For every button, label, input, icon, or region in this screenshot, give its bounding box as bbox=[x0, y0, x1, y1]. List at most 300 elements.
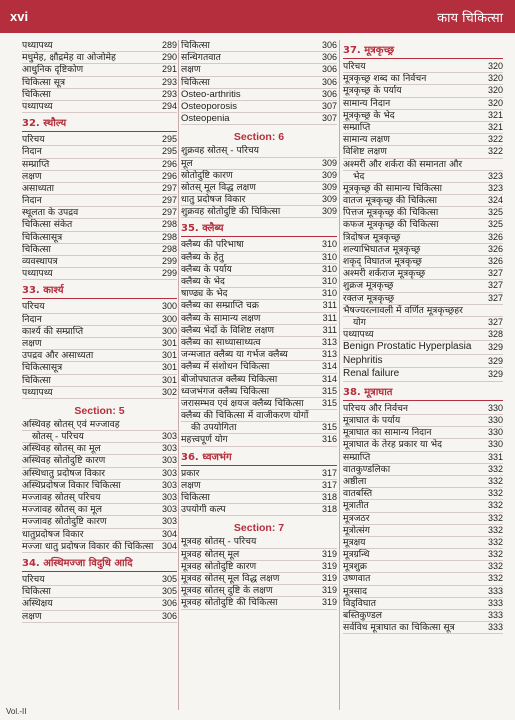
toc-entry[interactable] bbox=[181, 52, 337, 64]
toc-entry[interactable] bbox=[343, 439, 503, 451]
toc-entry[interactable] bbox=[343, 110, 503, 122]
toc-entry[interactable] bbox=[343, 427, 503, 439]
entry-title: मज्जावह स्रोतस् परिचय bbox=[22, 492, 101, 503]
entry-title: शुक्रवह स्रोतोदुष्टि की चिकित्सा bbox=[181, 206, 281, 218]
toc-entry[interactable] bbox=[22, 516, 177, 528]
entry-page-number: 311 bbox=[322, 324, 337, 335]
entry-page-number: 330 bbox=[487, 427, 503, 438]
entry-page-number: 306 bbox=[161, 598, 177, 609]
toc-entry[interactable] bbox=[343, 525, 503, 537]
entry-title: स्थूलता के उपद्रव bbox=[22, 207, 79, 219]
toc-entry[interactable] bbox=[343, 586, 503, 598]
entry-page-number: 310 bbox=[321, 263, 337, 274]
entry-page-number: 333 bbox=[487, 610, 503, 620]
toc-entry[interactable] bbox=[343, 341, 503, 355]
entry-page-number: 291 bbox=[161, 64, 177, 75]
entry-title: मूत्रकृच्छ्र के पर्याय bbox=[343, 85, 402, 97]
entry-title: अस्थिवह स्रोतोदुष्टि कारण bbox=[22, 455, 106, 467]
entry-title: रक्तज मूत्रकृच्छ्र bbox=[343, 292, 395, 304]
toc-entry[interactable] bbox=[22, 134, 177, 146]
toc-entry[interactable] bbox=[181, 480, 337, 492]
toc-entry[interactable] bbox=[181, 194, 337, 206]
toc-entry[interactable] bbox=[343, 305, 503, 317]
toc-entry[interactable] bbox=[181, 158, 337, 170]
entry-title: मूत्रवह स्रोतोदुष्टि की चिकित्सा bbox=[181, 597, 278, 609]
entry-page-number: 324 bbox=[487, 195, 503, 206]
entry-page-number: 294 bbox=[161, 100, 177, 111]
toc-entry[interactable] bbox=[22, 480, 177, 492]
entry-page-number: 319 bbox=[321, 572, 337, 583]
entry-page-number: 309 bbox=[321, 157, 337, 168]
toc-entry[interactable] bbox=[343, 219, 503, 231]
toc-entry[interactable] bbox=[181, 101, 337, 113]
toc-entry[interactable] bbox=[22, 183, 177, 195]
entry-page-number: 289 bbox=[161, 40, 177, 50]
toc-entry[interactable] bbox=[181, 113, 337, 125]
toc-entry[interactable] bbox=[343, 476, 503, 488]
entry-page-number: 303 bbox=[161, 479, 177, 490]
chapter-heading: 33. कार्श्य bbox=[22, 284, 177, 299]
toc-entry[interactable] bbox=[22, 375, 177, 387]
entry-title: क्लैब्य का साध्यासाध्यत्व bbox=[181, 336, 261, 348]
entry-title: चिकित्सा bbox=[22, 586, 51, 598]
toc-entry[interactable] bbox=[343, 573, 503, 585]
toc-entry[interactable] bbox=[343, 488, 503, 500]
entry-title: वातबस्ति bbox=[343, 488, 373, 500]
toc-entry[interactable] bbox=[22, 455, 177, 467]
entry-title: मूत्रशुक्र bbox=[343, 561, 367, 573]
toc-entry[interactable] bbox=[22, 101, 177, 113]
entry-page-number: 301 bbox=[161, 350, 177, 361]
entry-page-number: 310 bbox=[321, 239, 337, 250]
entry-title: मूत्रवह स्रोतस् - परिचय bbox=[181, 536, 257, 548]
entry-title: क्लैब्य के भेद bbox=[181, 276, 225, 287]
entry-title: सामान्य लक्षण bbox=[343, 134, 390, 146]
entry-page-number: 309 bbox=[321, 194, 337, 205]
toc-entry[interactable] bbox=[343, 561, 503, 573]
entry-title: स्रोतस् - परिचय bbox=[32, 431, 84, 443]
toc-entry[interactable] bbox=[181, 89, 337, 101]
entry-page-number: 306 bbox=[321, 88, 337, 99]
toc-entry[interactable] bbox=[22, 207, 177, 219]
toc-entry[interactable] bbox=[22, 468, 177, 480]
entry-title: चिकित्सा bbox=[22, 88, 51, 100]
toc-entry[interactable] bbox=[343, 537, 503, 549]
toc-entry[interactable] bbox=[343, 268, 503, 280]
toc-entry[interactable] bbox=[343, 403, 503, 415]
entry-title: प्रकार bbox=[181, 467, 200, 479]
toc-entry[interactable] bbox=[343, 598, 503, 610]
toc-entry[interactable] bbox=[22, 541, 177, 553]
toc-entry[interactable] bbox=[22, 314, 177, 326]
entry-page-number: 303 bbox=[161, 443, 177, 454]
entry-title: मूल bbox=[181, 157, 193, 169]
volume-label: Vol.-II bbox=[6, 707, 27, 716]
toc-entry[interactable] bbox=[22, 431, 177, 443]
entry-title: व्यवस्थापत्र bbox=[22, 256, 58, 267]
entry-title: अश्मरी शर्कराज मूत्रकृच्छ्र bbox=[343, 268, 426, 280]
entry-title: उष्णवात bbox=[343, 573, 371, 585]
entry-page-number: 331 bbox=[487, 451, 503, 462]
toc-entry[interactable] bbox=[181, 40, 337, 52]
entry-title: अस्थिधातु प्रदोषज विकार bbox=[22, 467, 106, 479]
toc-entry[interactable] bbox=[181, 492, 337, 504]
toc-entry[interactable] bbox=[22, 492, 177, 504]
entry-title: क्लैब्य भेदों के विशिष्ट लक्षण bbox=[181, 324, 275, 336]
toc-entry[interactable] bbox=[22, 159, 177, 171]
toc-entry[interactable] bbox=[343, 464, 503, 476]
entry-page-number: 325 bbox=[487, 219, 503, 230]
toc-entry[interactable] bbox=[343, 232, 503, 244]
entry-title: मूत्रग्रन्थि bbox=[343, 549, 370, 561]
entry-page-number: 305 bbox=[161, 573, 177, 584]
toc-entry[interactable] bbox=[343, 355, 503, 369]
entry-title: मज्जा धातु प्रदोषज विकार की चिकित्सा bbox=[22, 540, 154, 552]
entry-page-number: 295 bbox=[161, 146, 177, 157]
entry-title: परिचय bbox=[22, 301, 45, 313]
toc-entry[interactable] bbox=[22, 244, 177, 256]
toc-entry[interactable] bbox=[181, 77, 337, 89]
toc-entry[interactable] bbox=[22, 529, 177, 541]
entry-title: जन्मजात क्लैब्य या गर्भज क्लैब्य bbox=[181, 349, 288, 361]
toc-entry[interactable] bbox=[343, 513, 503, 525]
entry-title: चिकित्सा bbox=[181, 40, 210, 51]
entry-title: निदान bbox=[22, 195, 42, 207]
toc-entry[interactable] bbox=[343, 122, 503, 134]
entry-title: मूत्राघात के पर्याय bbox=[343, 415, 401, 426]
entry-title: क्लैब्य में संशोधन चिकित्सा bbox=[181, 361, 270, 373]
toc-entry[interactable] bbox=[22, 195, 177, 207]
entry-page-number: 296 bbox=[161, 158, 177, 169]
entry-page-number: 319 bbox=[321, 560, 337, 571]
entry-page-number: 299 bbox=[161, 256, 177, 266]
entry-title: अस्थिवह स्रोतस् एवं मज्जावह bbox=[22, 418, 120, 430]
entry-page-number: 323 bbox=[487, 170, 503, 181]
entry-page-number: 310 bbox=[321, 251, 337, 262]
toc-entry[interactable] bbox=[181, 386, 337, 398]
entry-title: क्लैब्य की परिभाषा bbox=[181, 239, 244, 251]
entry-title: चिकित्सा संकेत bbox=[22, 219, 73, 231]
entry-title: Renal failure bbox=[343, 368, 400, 380]
entry-title: मधुमेह, क्षौद्रमेह वा ओजोमेह bbox=[22, 52, 116, 64]
entry-page-number: 319 bbox=[321, 548, 337, 559]
entry-page-number: 320 bbox=[487, 61, 503, 71]
entry-title: शल्याभिघातज मूत्रकृच्छ्र bbox=[343, 243, 421, 255]
entry-page-number: 303 bbox=[161, 455, 177, 466]
toc-entry[interactable] bbox=[343, 280, 503, 292]
toc-entry[interactable] bbox=[181, 398, 337, 410]
entry-title: मूत्रकृच्छ्र के भेद bbox=[343, 109, 395, 121]
toc-entry[interactable] bbox=[22, 338, 177, 350]
toc-entry[interactable] bbox=[343, 207, 503, 219]
entry-title: चिकित्सा bbox=[22, 374, 51, 386]
chapter-heading: 36. ध्वजभंग bbox=[181, 451, 337, 466]
toc-entry[interactable] bbox=[22, 89, 177, 101]
section-heading: Section: 7 bbox=[233, 522, 285, 535]
toc-entry[interactable] bbox=[181, 337, 337, 349]
toc-entry[interactable] bbox=[181, 410, 337, 422]
entry-title: सन्धिगतवात bbox=[181, 52, 221, 64]
entry-title: त्रिदोषज मूत्रकृच्छ्र bbox=[343, 231, 401, 243]
entry-title: असाध्यता bbox=[22, 182, 55, 194]
entry-page-number: 318 bbox=[321, 492, 337, 502]
toc-entry[interactable] bbox=[181, 597, 337, 609]
toc-entry[interactable] bbox=[343, 98, 503, 110]
toc-entry[interactable] bbox=[343, 256, 503, 268]
entry-page-number: 300 bbox=[161, 313, 177, 324]
toc-entry[interactable] bbox=[343, 500, 503, 512]
toc-entry[interactable] bbox=[181, 276, 337, 288]
entry-page-number: 302 bbox=[161, 386, 177, 397]
entry-page-number: 326 bbox=[487, 231, 503, 242]
entry-page-number: 332 bbox=[487, 475, 503, 486]
entry-page-number: 332 bbox=[487, 549, 503, 560]
entry-title: ध्वजभंगज क्लैब्य चिकित्सा bbox=[181, 385, 270, 397]
toc-entry[interactable] bbox=[343, 159, 503, 171]
entry-page-number: 307 bbox=[321, 113, 337, 124]
toc-entry[interactable] bbox=[22, 419, 177, 431]
entry-title: मूत्रवह स्रोतस् मूल bbox=[181, 548, 240, 560]
entry-title: कफज मूत्रकृच्छ्र की चिकित्सा bbox=[343, 219, 439, 231]
entry-page-number: 322 bbox=[487, 146, 503, 157]
toc-entry[interactable] bbox=[22, 504, 177, 516]
toc-entry[interactable] bbox=[22, 232, 177, 244]
toc-entry[interactable] bbox=[22, 574, 177, 586]
entry-title: क्लैब्य की चिकित्सा में वाजीकरण योगों bbox=[181, 410, 309, 422]
toc-entry[interactable] bbox=[22, 268, 177, 280]
toc-entry[interactable] bbox=[22, 219, 177, 231]
entry-title: चिकित्सा bbox=[181, 76, 210, 88]
toc-entry[interactable] bbox=[181, 264, 337, 276]
toc-entry[interactable] bbox=[181, 434, 337, 446]
entry-title: महत्त्वपूर्ण योग bbox=[181, 434, 228, 446]
toc-entry[interactable] bbox=[181, 422, 337, 434]
entry-page-number: 329 bbox=[487, 355, 503, 366]
toc-entry[interactable] bbox=[181, 349, 337, 361]
toc-entry[interactable] bbox=[181, 206, 337, 218]
toc-entry[interactable] bbox=[181, 549, 337, 561]
entry-title: निदान bbox=[22, 146, 42, 158]
toc-entry[interactable] bbox=[343, 293, 503, 305]
toc-entry[interactable] bbox=[181, 64, 337, 76]
toc-column-3 bbox=[343, 40, 503, 634]
entry-page-number: 307 bbox=[321, 100, 337, 111]
entry-page-number: 314 bbox=[321, 361, 337, 372]
toc-entry[interactable] bbox=[343, 244, 503, 256]
entry-title: धातुप्रदोषज विकार bbox=[22, 528, 84, 540]
entry-page-number: 317 bbox=[321, 479, 337, 490]
entry-page-number: 330 bbox=[487, 402, 503, 413]
toc-entry[interactable] bbox=[181, 468, 337, 480]
entry-title: मूत्रक्षय bbox=[343, 536, 366, 548]
entry-page-number: 332 bbox=[487, 561, 503, 572]
entry-page-number: 322 bbox=[487, 134, 503, 145]
entry-title: Osteoporosis bbox=[181, 100, 237, 112]
toc-entry[interactable] bbox=[22, 171, 177, 183]
toc-entry[interactable] bbox=[343, 622, 503, 634]
entry-title: मूत्रकृच्छ्र की सामान्य चिकित्सा bbox=[343, 182, 443, 194]
toc-entry[interactable] bbox=[22, 146, 177, 158]
entry-page-number: 300 bbox=[161, 325, 177, 336]
entry-title: मूत्रवह स्रोतस् दुष्टि के लक्षण bbox=[181, 585, 273, 597]
entry-page-number: 296 bbox=[161, 170, 177, 181]
entry-title: बीजोपघातज क्लैब्य चिकित्सा bbox=[181, 373, 278, 385]
toc-entry[interactable] bbox=[181, 585, 337, 597]
entry-page-number: 311 bbox=[322, 300, 337, 311]
toc-entry[interactable] bbox=[22, 52, 177, 64]
entry-title: निदान bbox=[22, 313, 42, 325]
toc-entry[interactable] bbox=[343, 610, 503, 622]
toc-entry[interactable] bbox=[22, 326, 177, 338]
entry-title: स्रोतोदुष्टि कारण bbox=[181, 169, 233, 181]
entry-title: भैषज्यरत्नावली में वर्णित मूत्रकृच्छ्रहर bbox=[343, 304, 463, 316]
entry-title: वातज मूत्रकृच्छ्र की चिकित्सा bbox=[343, 195, 438, 207]
entry-page-number: 298 bbox=[161, 243, 177, 254]
entry-page-number: 333 bbox=[487, 597, 503, 608]
toc-entry[interactable] bbox=[343, 61, 503, 73]
entry-title: लक्षण bbox=[22, 610, 42, 622]
entry-page-number: 320 bbox=[487, 97, 503, 108]
entry-title: पथ्यापथ्य bbox=[22, 268, 53, 280]
toc-entry[interactable] bbox=[181, 313, 337, 325]
toc-entry[interactable] bbox=[343, 73, 503, 85]
toc-entry[interactable] bbox=[343, 415, 503, 427]
entry-title: आधुनिक दृष्टिकोण bbox=[22, 64, 84, 76]
column-divider bbox=[339, 40, 340, 710]
entry-title: मूत्रवह स्रोतस् मूल विद्ध लक्षण bbox=[181, 572, 280, 584]
entry-title: Osteopenia bbox=[181, 113, 230, 125]
entry-page-number: 309 bbox=[321, 181, 337, 192]
entry-title: क्लैब्य के सामान्य लक्षण bbox=[181, 312, 261, 324]
chapter-heading: 37. मूत्रकृच्छ्र bbox=[343, 44, 503, 59]
entry-page-number: 309 bbox=[321, 169, 337, 180]
column-divider bbox=[178, 40, 179, 710]
toc-entry[interactable] bbox=[343, 452, 503, 464]
toc-entry[interactable] bbox=[343, 549, 503, 561]
chapter-heading: 34. अस्थिमज्जा विदुधि आदि bbox=[22, 557, 177, 572]
entry-page-number: 303 bbox=[161, 431, 177, 442]
toc-entry[interactable] bbox=[343, 317, 503, 329]
entry-title: अश्मरी और शर्करा की समानता और bbox=[343, 158, 463, 170]
toc-entry[interactable] bbox=[181, 252, 337, 264]
toc-entry[interactable] bbox=[181, 374, 337, 386]
entry-title: स्रोतस् मूल विद्ध लक्षण bbox=[181, 181, 256, 193]
toc-entry[interactable] bbox=[343, 171, 503, 183]
toc-entry[interactable] bbox=[343, 85, 503, 97]
toc-entry[interactable] bbox=[22, 350, 177, 362]
book-title: काय चिकित्सा bbox=[437, 11, 503, 26]
toc-entry[interactable] bbox=[181, 504, 337, 516]
toc-entry[interactable] bbox=[22, 387, 177, 399]
entry-page-number: 301 bbox=[161, 374, 177, 385]
toc-entry[interactable] bbox=[181, 561, 337, 573]
entry-page-number: 326 bbox=[487, 243, 503, 254]
entry-page-number: 327 bbox=[487, 292, 503, 303]
toc-entry[interactable] bbox=[343, 368, 503, 382]
entry-title: धातु प्रदोषज विकार bbox=[181, 194, 246, 206]
entry-page-number: 306 bbox=[321, 64, 337, 75]
entry-page-number: 299 bbox=[161, 268, 177, 279]
entry-page-number: 332 bbox=[487, 524, 503, 535]
entry-title: की उपयोगिता bbox=[191, 422, 237, 434]
toc-entry[interactable] bbox=[343, 195, 503, 207]
toc-entry[interactable] bbox=[343, 146, 503, 158]
entry-title: चिकित्सा bbox=[181, 492, 210, 503]
entry-page-number: 315 bbox=[321, 397, 337, 408]
entry-page-number: 326 bbox=[487, 256, 503, 266]
entry-title: लक्षण bbox=[22, 337, 42, 349]
entry-title: पथ्यापथ्य bbox=[22, 100, 53, 112]
entry-title: सम्प्राप्ति bbox=[343, 121, 371, 133]
section-heading: Section: 6 bbox=[233, 131, 285, 144]
toc-entry[interactable] bbox=[22, 598, 177, 610]
toc-entry[interactable] bbox=[181, 288, 337, 300]
entry-page-number: 298 bbox=[161, 231, 177, 242]
entry-title: मूत्राघात का सामान्य निदान bbox=[343, 427, 432, 439]
toc-entry[interactable] bbox=[181, 536, 337, 548]
entry-page-number: 309 bbox=[321, 206, 337, 217]
toc-entry[interactable] bbox=[343, 329, 503, 341]
entry-title: शकृद् विघातज मूत्रकृच्छ्र bbox=[343, 256, 422, 267]
entry-page-number: 295 bbox=[161, 134, 177, 145]
entry-title: जरासम्भव एवं क्षयज क्लैब्य चिकित्सा bbox=[181, 397, 304, 409]
toc-entry[interactable] bbox=[22, 40, 177, 52]
toc-entry[interactable] bbox=[181, 325, 337, 337]
entry-page-number: 313 bbox=[321, 349, 337, 360]
entry-title: Osteo-arthritis bbox=[181, 88, 241, 100]
entry-page-number: 328 bbox=[487, 329, 503, 340]
page-number: xvi bbox=[10, 9, 29, 24]
toc-entry[interactable] bbox=[22, 443, 177, 455]
entry-title: परिचय bbox=[22, 134, 45, 146]
toc-entry[interactable] bbox=[181, 361, 337, 373]
entry-title: परिचय bbox=[22, 573, 45, 585]
toc-column-1 bbox=[22, 40, 177, 623]
toc-entry[interactable] bbox=[181, 182, 337, 194]
entry-title: चिकित्सासूत्र bbox=[22, 231, 63, 243]
entry-page-number: 310 bbox=[321, 288, 337, 299]
toc-entry[interactable] bbox=[343, 134, 503, 146]
entry-page-number: 318 bbox=[321, 504, 337, 515]
toc-entry[interactable] bbox=[181, 300, 337, 312]
entry-page-number: 329 bbox=[487, 369, 503, 380]
toc-entry[interactable] bbox=[181, 145, 337, 157]
entry-page-number: 327 bbox=[487, 280, 503, 291]
toc-entry[interactable] bbox=[22, 611, 177, 623]
toc-entry[interactable] bbox=[22, 64, 177, 76]
toc-entry[interactable] bbox=[181, 239, 337, 251]
entry-page-number: 293 bbox=[161, 88, 177, 99]
entry-page-number: 327 bbox=[487, 268, 503, 279]
toc-entry[interactable] bbox=[181, 170, 337, 182]
toc-entry[interactable] bbox=[22, 586, 177, 598]
entry-page-number: 333 bbox=[487, 622, 503, 633]
entry-title: पथ्यापथ्य bbox=[22, 40, 53, 51]
entry-title: क्लैब्य के पर्याय bbox=[181, 263, 232, 275]
entry-page-number: 327 bbox=[487, 316, 503, 327]
toc-entry[interactable] bbox=[181, 573, 337, 585]
toc-entry[interactable] bbox=[22, 77, 177, 89]
entry-title: उपद्रव और असाध्यता bbox=[22, 350, 94, 362]
toc-entry[interactable] bbox=[22, 301, 177, 313]
entry-title: चिकित्सा सूत्र bbox=[22, 76, 66, 88]
entry-title: कार्श्य की सम्प्राप्ति bbox=[22, 325, 84, 337]
toc-entry[interactable] bbox=[22, 256, 177, 268]
toc-entry[interactable] bbox=[22, 362, 177, 374]
chapter-heading: 35. क्लैब्य bbox=[181, 222, 337, 237]
toc-entry[interactable] bbox=[343, 183, 503, 195]
entry-title: Nephritis bbox=[343, 354, 383, 366]
